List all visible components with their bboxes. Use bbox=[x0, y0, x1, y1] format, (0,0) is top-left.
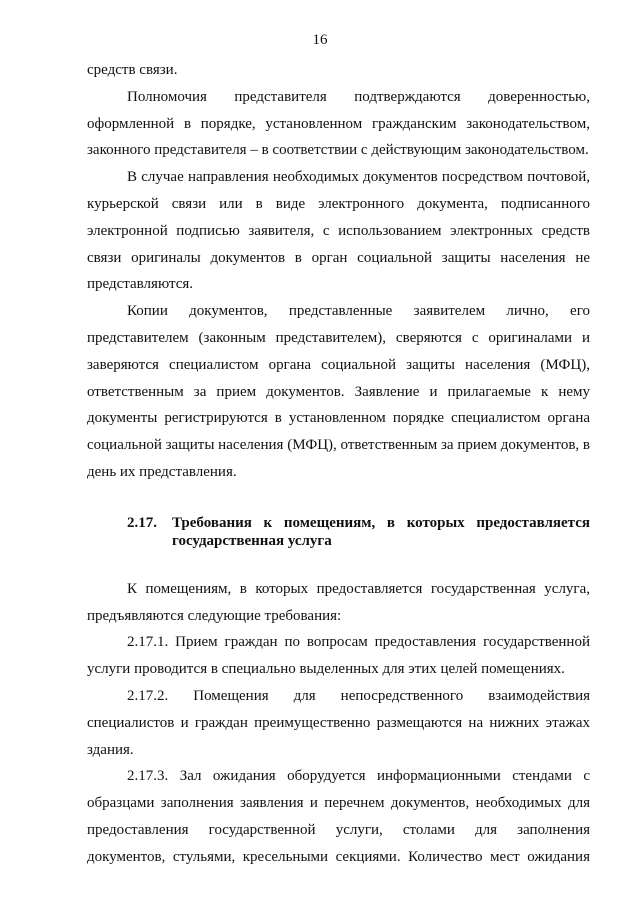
paragraphs-after-section bbox=[87, 576, 590, 871]
document-body bbox=[87, 57, 590, 871]
paragraph: В случае направления необходимых документов посредством почтовой, курьерской связи или в виде электронного документа, подписанного электронной подписью заявителя, с использованием электронных средств связи оригиналы документов в орган социальной защиты населения не представляются. bbox=[87, 169, 590, 293]
section-title: Требования к помещениям, в которых предоставляется государственная услуга bbox=[172, 514, 590, 549]
spacer bbox=[87, 550, 590, 576]
paragraph: К помещениям, в которых предоставляется государственная услуга, предъявляются следующие требования: bbox=[87, 580, 590, 624]
page-number: 16 bbox=[312, 32, 328, 48]
paragraph: 2.17.1. Прием граждан по вопросам предоставления государственной услуги проводится в специально выделенных для этих целей помещениях. bbox=[87, 634, 590, 678]
paragraph: 2.17.3. Зал ожидания оборудуется информационными стендами с образцами заполнения заявления и перечнем документов, необходимых для предоставления государственной услуги, столами для заполнения документов, стульями, кресельными секциями. Количество мест ожидания bbox=[87, 768, 590, 865]
section-heading bbox=[87, 514, 590, 550]
paragraph: 2.17.2. Помещения для непосредственного взаимодействия специалистов и граждан преимущественно размещаются на нижних этажах здания. bbox=[87, 687, 590, 758]
paragraph: Полномочия представителя подтверждаются доверенностью, оформленной в порядке, установленном гражданским законодательством, законного представителя – в соответствии с действующим законодательством. bbox=[87, 88, 590, 159]
paragraphs-before-section bbox=[87, 57, 590, 486]
spacer bbox=[87, 486, 590, 514]
paragraph: средств связи. bbox=[87, 62, 178, 78]
section-number: 2.17. bbox=[127, 514, 157, 531]
paragraph: Копии документов, представленные заявителем лично, его представителем (законным представителем), сверяются с оригиналами и заверяются специалистом органа социальной защиты населения (МФЦ), ответственным за прием документов. Заявление и прилагаемые к нему документы регистрируются в установленном порядке специалистом органа социальной защиты населения (МФЦ), ответственным за прием документов, в день их представления. bbox=[87, 303, 591, 480]
